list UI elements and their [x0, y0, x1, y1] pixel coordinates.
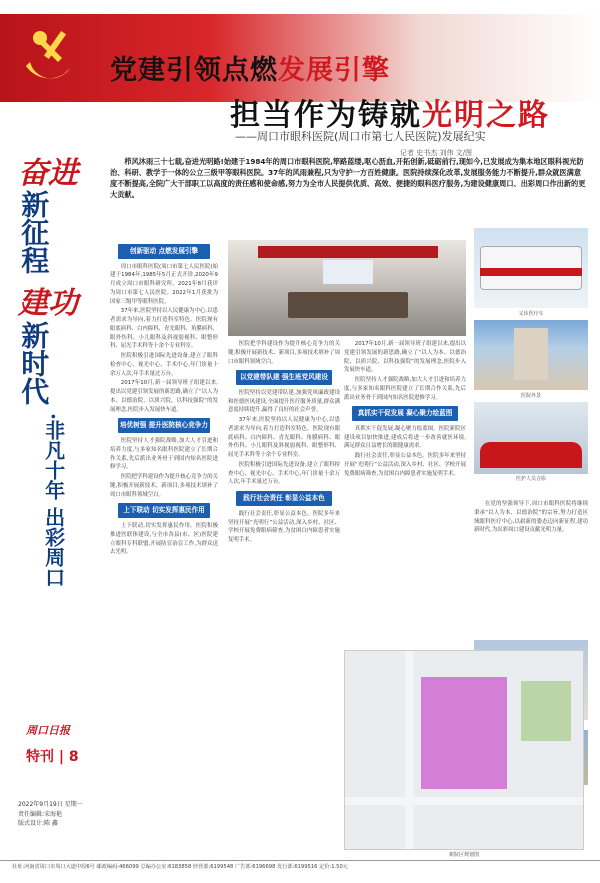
issue-page: 特刊 | 8 [26, 749, 79, 765]
hospital-building-photo [474, 320, 588, 390]
plan-road-vertical [405, 651, 413, 850]
staff-group-photo [474, 402, 588, 474]
paragraph: 医院坚持以党建带队建,加强党风廉政建设和医德医风建设,全面提升医疗服务质量,群众满意度持续提升,赢得了良好的社会声誉。 [228, 389, 340, 414]
masthead [26, 722, 86, 766]
site-plan-map [344, 650, 584, 850]
meeting-table [288, 292, 408, 318]
article-column-2 [228, 340, 340, 840]
paragraph: 医院坚持人才强院战略,加大人才引进和培养力度,与多家知名眼科医院建立了长期合作关系,先后派出业务骨干到国内知名医院进修学习。 [110, 438, 218, 471]
section-heading: 以党建带队建 强生班党风建设 [236, 370, 332, 385]
article-column-1 [110, 240, 218, 840]
caption-plan: 新院区规划图 [448, 852, 479, 858]
paragraph: 医院把学科建设作为提升核心竞争力的关键,积极开展新技术、新项目,多项技术填补了周口市眼科领域空白。 [228, 341, 340, 365]
paragraph: 37年来,医院坚持以人民健康为中心,以患者需求为导向,着力打造科室特色。医院现有眼底病科、白内障科、青光眼科、角膜病科、眼外伤科、小儿眼科及斜视弱视科、眼整形科、屈光手术科等十余个专业科室。 [110, 308, 218, 350]
caption-building: 医院外景 [520, 393, 541, 399]
paragraph: 医院积极引进国际先进设备,建立了眼科检查中心、视光中心、手术中心,年门诊量十余万人次,年手术量过万台。 [110, 353, 218, 377]
slogan-xinshidai: 新时代 [17, 320, 51, 405]
party-emblem-icon [18, 22, 82, 86]
paragraph: 真抓实干促发展,凝心聚力绘蓝图。医院新院区建设项目加快推进,建成后将进一步改善就医环境,满足群众日益增长的眼健康需求。 [344, 425, 466, 450]
slogan-xinzhengcheng: 新征程 [17, 190, 51, 275]
paragraph: 上下联动,切实发挥惠民作用。医院积极推进医联体建设,与全市各县(市、区)医院建立眼科专科联盟,开展防盲治盲工作,为群众送去光明。 [110, 523, 218, 556]
slogan-feifan: ·非凡十年 出彩周口 [41, 412, 66, 587]
paragraph: 医院把学科建设作为提升核心竞争力的关键,积极开展新技术、新项目,多项技术填补了周口市眼科领域空白。 [110, 474, 218, 498]
meeting-photo [228, 240, 466, 336]
group-people [480, 442, 582, 468]
page-header [0, 0, 600, 150]
reporter-byline: 记者 史书杰 刘伟 文/图 [400, 149, 473, 157]
paragraph: 医院坚持人才强院战略,加大人才引进和培养力度,与多家知名眼科医院建立了长期合作关系,先后派出业务骨干到国内知名医院进修学习。 [344, 377, 466, 401]
meeting-screen [323, 260, 373, 284]
article-intro: 栉风沐雨三十七载,奋进光明路!始建于1984年的周口市眼科医院,筚路蓝缕,呕心沥血,开拓创新,砥砺前行,现如今,已发展成为集本地区眼科视光防治、科研、教学于一体的公立三级甲等眼科医院。37年的风雨兼程,只为守护一方百姓健康。医院持续深化改革,发展服务能力不断提升,群众就医满意度不断提高,全院广大干部职工以高度的责任感和使命感,努力为全市人民提供优质、高效、便捷的眼科医疗服务,为建设健康周口、出彩周口作出新的更大贡献。 [110, 157, 586, 200]
bus-stripe [480, 268, 582, 276]
headline-subtitle: ——周口市眼科医院(周口市第七人民医院)发展纪实 [235, 130, 486, 143]
editor: 责任编辑:宋海艳 [18, 810, 63, 818]
paragraph: 在党的坚强领导下,周口市眼科医院将继续秉承“以人为本、以德治院”的宗旨,努力打造区域眼科医疗中心,以崭新的姿态迈向新征程,建功新时代,为出彩周口建设贡献光明力量。 [474, 501, 588, 534]
caption-bus: 义诊医疗车 [518, 311, 544, 317]
issue-date: 2022年9月19日 星期一 [18, 801, 83, 808]
paragraph: 2017年10月,新一届领导班子组建以来,提出以党建引领发展的新思路,确立了“以人为本、以德治院、以质兴院、以科技强院”的发展理念,医院步入发展快车道。 [110, 380, 218, 413]
medical-bus-photo [474, 228, 588, 308]
paragraph: 2017年10月,新一届领导班子组建以来,提出以党建引领发展的新思路,确立了“以人为本、以德治院、以质兴院、以科技强院”的发展理念,医院步入发展快车道。 [344, 341, 466, 374]
designer: 版式设计:陈 鑫 [18, 820, 58, 828]
plan-green-area [521, 681, 571, 741]
masthead-meta [18, 800, 118, 829]
side-slogan [18, 158, 98, 718]
slogan-fenjin: 奋进 [18, 156, 78, 191]
article-column-4 [474, 500, 588, 640]
plan-site-area [421, 677, 507, 789]
caption-group: 医护人员合影 [515, 476, 546, 482]
article-column-3 [344, 340, 466, 640]
paragraph: 周口市眼科医院(周口市第七人民医院)始建于1984年,1985年5月正式开诊,2020年9月成立周口市眼科研究所。2021年8月获评为周口市第七人民医院。2022年1月获批为国家三级甲等眼科医院。 [110, 263, 218, 305]
paragraph: 践行社会责任,彰显公益本色。医院多年来坚持开展“光明行”公益活动,深入乡村、社区、学校开展免费眼病筛查,为贫困白内障患者实施复明手术。 [344, 453, 466, 477]
headline-line1: 党建引领点燃发展引擎 [110, 55, 390, 86]
paragraph: 践行社会责任,彰显公益本色。医院多年来坚持开展“光明行”公益活动,深入乡村、社区、学校开展免费眼病筛查,为贫困白内障患者实施复明手术。 [228, 510, 340, 544]
plan-road-horizontal [345, 797, 584, 805]
slogan-jiangong: 建功 [18, 286, 78, 322]
section-heading: 践行社会责任 彰显公益本色 [236, 491, 332, 506]
paragraph: 37年来,医院坚持以人民健康为中心,以患者需求为导向,着力打造科室特色。医院现有眼底病科、白内障科、青光眼科、角膜病科、眼外伤科、小儿眼科及斜视弱视科、眼整形科、屈光手术科等十余个专业科室。 [228, 417, 340, 459]
section-heading: 上下联动 切实发挥惠民作用 [118, 503, 210, 518]
paragraph: 医院积极引进国际先进设备,建立了眼科检查中心、视光中心、手术中心,年门诊量十余万人次,年手术量过万台。 [228, 461, 340, 486]
section-heading: 培优树强 提升医院核心竞争力 [118, 418, 210, 433]
section-heading: 创新驱动 点燃发展引擎 [118, 244, 210, 259]
page-footer: 社址:河南省周口市周口大道中段6号 邮政编码:466099 总编办公室:6183858 经营部:6199548 广告部:6196698 发行部:6199516 定价:1.50元 [0, 860, 600, 883]
meeting-banner [258, 246, 438, 258]
paper-name: 周口日报 [26, 724, 70, 737]
building-tower [514, 328, 548, 380]
headline-line2: 担当作为铸就光明之路 [230, 98, 550, 133]
section-heading: 真抓实干促发展 凝心聚力绘蓝图 [352, 406, 458, 421]
